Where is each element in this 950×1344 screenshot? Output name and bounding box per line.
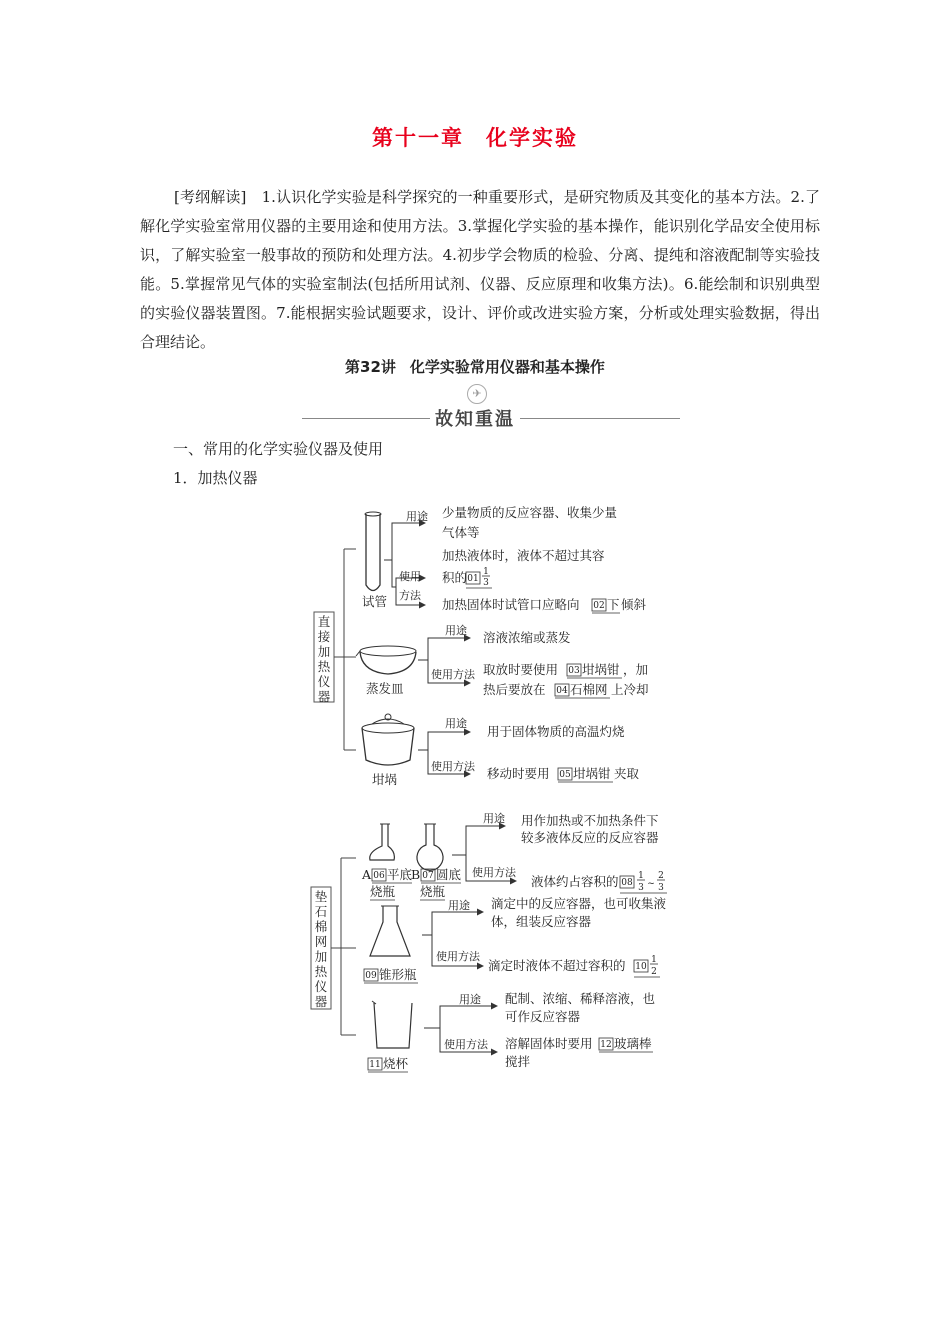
beaker-method-tag: 使用方法: [444, 1038, 488, 1051]
conical-use-tag: 用途: [448, 899, 470, 912]
beaker-use-1: 配制、浓缩、稀释溶液，也: [505, 991, 656, 1006]
direct-label-3: 加: [317, 644, 331, 659]
gauze-label-5: 加: [314, 949, 328, 964]
answer-01-numerator: 1: [483, 567, 489, 577]
flask-a-name: 烧瓶: [370, 884, 396, 899]
direct-heating-group: [314, 505, 649, 787]
beaker-use-2: 可作反应容器: [505, 1009, 581, 1024]
answer-05-num: 05: [559, 770, 571, 780]
answer-06-num: 06: [373, 871, 385, 881]
crucible-method: 移动时要用: [487, 766, 550, 781]
flask-use-tag: 用途: [483, 812, 505, 825]
beaker-icon: [372, 1001, 412, 1048]
gauze-label-1: 垫: [314, 889, 328, 904]
section-title: 故知重温: [435, 409, 515, 430]
crucible-use: 用于固体物质的高温灼烧: [487, 724, 625, 739]
flask-b-prefix: B: [411, 867, 421, 882]
answer-01-num: 01: [467, 574, 479, 584]
conical-method: 滴定时液体不超过容积的: [488, 958, 626, 973]
answer-08-n2: 2: [658, 871, 664, 881]
evaporating-dish-method-a: 取放时要使用: [483, 662, 559, 677]
answer-06-text: 平底: [387, 867, 413, 882]
direct-label-2: 接: [317, 629, 331, 644]
answer-09-num: 09: [365, 971, 377, 981]
evaporating-dish-use-tag: 用途: [445, 624, 467, 637]
crucible-use-tag: 用途: [445, 717, 467, 730]
test-tube-name: 试管: [362, 594, 388, 609]
gauze-label-6: 热: [314, 964, 328, 979]
test-tube-method-tag-1: 使用: [399, 570, 421, 583]
gauze-heating-group: [311, 811, 667, 1072]
answer-08-sep: ~: [647, 879, 655, 889]
beaker-method: 溶解固体时要用: [505, 1036, 593, 1051]
answer-04-num: 04: [556, 686, 568, 696]
answer-12-text: 玻璃棒: [614, 1036, 652, 1051]
conical-flask-icon: [370, 906, 410, 956]
answer-10-denominator: 2: [651, 967, 657, 977]
beaker-use-tag: 用途: [459, 993, 481, 1006]
answer-11-num: 11: [369, 1060, 381, 1070]
crucible-method-tail: 夹取: [614, 766, 640, 781]
test-tube-method1-2: 积的: [442, 570, 468, 585]
conical-method-tag: 使用方法: [436, 950, 480, 963]
evaporating-dish-method-b: ，加: [623, 662, 649, 677]
answer-12-num: 12: [600, 1040, 612, 1050]
syllabus-intro: [考纲解读] 1.认识化学实验是科学探究的一种重要形式，是研究物质及其变化的基本方法。2.了解化学实验室常用仪器的主要用途和使用方法。3.掌握化学实验的基本操作，能识别化学品安全使用标识，了解实验室一般事故的预防和处理方法。4.初步学会物质的检验、分离、提纯和溶液配制等实验技能。5.掌握常见气体的实验室制法(包括所用试剂、仪器、反应原理和收集方法)。6.能绘制和识别典型的实验仪器装置图。7.能根据实验试题要求，设计、评价或改进实验方案，分析或处理实验数据，得出合理结论。: [140, 188, 820, 351]
answer-07-text: 圆底: [436, 867, 462, 882]
conical-use-1: 滴定中的反应容器，也可收集液: [491, 896, 667, 911]
gauze-label-7: 仪: [314, 979, 328, 994]
evaporating-dish-method-d: 上冷却: [611, 682, 649, 697]
answer-10-num: 10: [635, 962, 647, 972]
answer-08-n1: 1: [638, 871, 644, 881]
flask-method-tag: 使用方法: [472, 866, 516, 879]
flask-use-2: 较多液体反应的反应容器: [521, 830, 659, 845]
heading-instruments: 一、常用的化学实验仪器及使用: [173, 440, 384, 458]
flask-b-name: 烧瓶: [420, 884, 446, 899]
gauze-label-4: 网: [314, 934, 328, 949]
test-tube-icon: [365, 512, 381, 591]
gauze-label-8: 器: [314, 994, 328, 1009]
flask-a-prefix: A: [362, 867, 372, 882]
test-tube-use-tag: 用途: [406, 510, 428, 523]
direct-label-1: 直: [317, 614, 331, 629]
conical-use-2: 体，组装反应容器: [491, 914, 592, 929]
direct-label-4: 热: [317, 659, 331, 674]
answer-11-text: 烧杯: [383, 1056, 409, 1071]
test-tube-use-2: 气体等: [442, 525, 480, 540]
test-tube-use-1: 少量物质的反应容器、收集少量: [442, 505, 618, 520]
evaporating-dish-icon: [356, 646, 416, 674]
answer-10-numerator: 1: [651, 955, 657, 965]
answer-09-text: 锥形瓶: [379, 967, 417, 982]
chapter-name: 化学实验: [486, 126, 578, 150]
evaporating-dish-method-tag: 使用方法: [431, 668, 475, 681]
answer-08-d1: 3: [638, 883, 644, 893]
flask-method: 液体约占容积的: [531, 874, 619, 889]
gauze-label-2: 石: [314, 904, 328, 919]
answer-02-num: 02: [593, 601, 605, 611]
direct-label-6: 器: [317, 689, 331, 704]
round-bottom-flask-icon: [417, 824, 443, 870]
chapter-number: 第十一章: [372, 126, 464, 150]
answer-08-d2: 3: [658, 883, 664, 893]
answer-03-num: 03: [568, 666, 580, 676]
test-tube-method-tag-2: 方法: [399, 589, 421, 602]
answer-05-text: 坩埚钳: [573, 766, 611, 781]
flat-bottom-flask-icon: [370, 824, 395, 860]
heading-heating-instruments: 1．加热仪器: [173, 469, 258, 487]
evaporating-dish-method-c: 热后要放在: [483, 682, 546, 697]
gauze-label-3: 棉: [314, 919, 328, 934]
evaporating-dish-use: 溶液浓缩或蒸发: [483, 630, 571, 645]
evaporating-dish-name: 蒸发皿: [366, 681, 404, 696]
direct-label-5: 仪: [317, 674, 331, 689]
test-tube-method2: 加热固体时试管口应略向: [442, 597, 580, 612]
answer-07-num: 07: [422, 871, 434, 881]
answer-08-num: 08: [621, 878, 633, 888]
crucible-method-tag: 使用方法: [431, 760, 475, 773]
test-tube-method1-1: 加热液体时，液体不超过其容: [442, 548, 605, 563]
beaker-method-tail: 搅拌: [505, 1054, 531, 1069]
answer-01-denominator: 3: [483, 578, 489, 588]
answer-03-text: 坩埚钳: [582, 662, 620, 677]
flask-use-1: 用作加热或不加热条件下: [521, 813, 659, 828]
answer-04-text: 石棉网: [570, 682, 608, 697]
crucible-icon: [362, 714, 414, 765]
crucible-name: 坩埚: [372, 772, 398, 787]
test-tube-method2-tail: 倾斜: [621, 597, 647, 612]
paper-plane-icon: ✈: [467, 384, 487, 404]
lecture-number: 第32讲: [345, 358, 396, 376]
lecture-name: 化学实验常用仪器和基本操作: [409, 358, 605, 376]
answer-02-text: 下: [607, 597, 620, 612]
